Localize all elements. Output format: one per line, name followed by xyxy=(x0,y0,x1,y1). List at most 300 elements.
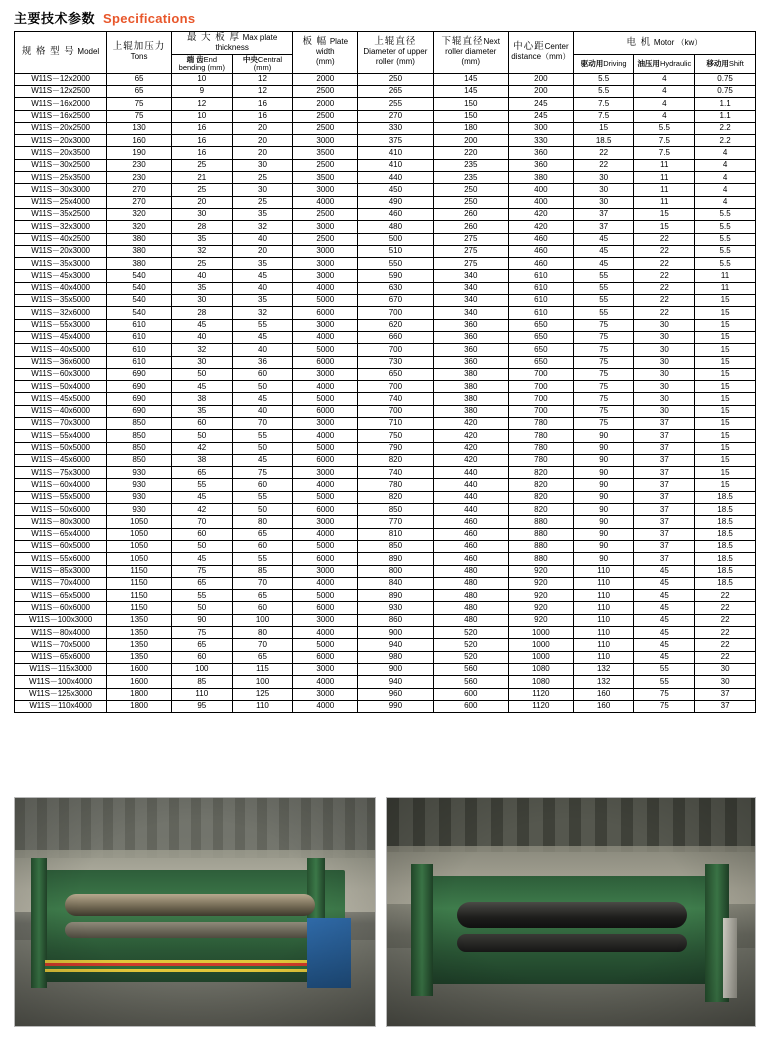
cell-end_bending: 10 xyxy=(171,110,232,122)
cell-motor_hydraulic: 30 xyxy=(634,344,695,356)
table-row xyxy=(15,344,756,356)
cell-model: W11S－70x3000 xyxy=(15,418,107,430)
cell-motor_shift: 2.2 xyxy=(695,122,756,134)
cell-next_roller_dia: 460 xyxy=(433,553,508,565)
cell-motor_hydraulic: 45 xyxy=(634,577,695,589)
cell-next_roller_dia: 600 xyxy=(433,700,508,712)
cell-end_bending: 95 xyxy=(171,700,232,712)
cell-tons: 690 xyxy=(107,393,172,405)
cell-motor_shift: 15 xyxy=(695,467,756,479)
cell-model: W11S－110x4000 xyxy=(15,700,107,712)
cell-end_bending: 65 xyxy=(171,467,232,479)
cell-motor_hydraulic: 4 xyxy=(634,110,695,122)
cell-tons: 230 xyxy=(107,159,172,171)
cell-end_bending: 60 xyxy=(171,651,232,663)
cell-tons: 1050 xyxy=(107,540,172,552)
col-header-end-bending: 端 齿End bending (mm) xyxy=(171,54,232,73)
cell-model: W11S－45x6000 xyxy=(15,454,107,466)
cell-motor_shift: 15 xyxy=(695,331,756,343)
cell-end_bending: 90 xyxy=(171,614,232,626)
cell-plate_width: 3000 xyxy=(293,270,358,282)
cell-tons: 1150 xyxy=(107,577,172,589)
table-row xyxy=(15,184,756,196)
cell-plate_width: 4000 xyxy=(293,430,358,442)
cell-central: 50 xyxy=(232,381,293,393)
cell-motor_shift: 5.5 xyxy=(695,208,756,220)
cell-plate_width: 6000 xyxy=(293,405,358,417)
cell-motor_shift: 5.5 xyxy=(695,245,756,257)
cell-central: 20 xyxy=(232,122,293,134)
cell-upper_roller_dia: 850 xyxy=(358,504,433,516)
cell-plate_width: 2500 xyxy=(293,233,358,245)
cell-model: W11S－32x3000 xyxy=(15,221,107,233)
cell-tons: 540 xyxy=(107,295,172,307)
cell-center_distance: 200 xyxy=(508,85,573,97)
table-row xyxy=(15,467,756,479)
cell-tons: 380 xyxy=(107,258,172,270)
cell-center_distance: 780 xyxy=(508,454,573,466)
cell-center_distance: 460 xyxy=(508,233,573,245)
cell-center_distance: 920 xyxy=(508,565,573,577)
cell-tons: 930 xyxy=(107,479,172,491)
table-row xyxy=(15,614,756,626)
table-row xyxy=(15,565,756,577)
plate-rolling-machine-photo-right xyxy=(386,797,756,1027)
cell-next_roller_dia: 235 xyxy=(433,159,508,171)
cell-model: W11S－55x4000 xyxy=(15,430,107,442)
cell-next_roller_dia: 460 xyxy=(433,516,508,528)
cell-next_roller_dia: 340 xyxy=(433,307,508,319)
cell-motor_shift: 5.5 xyxy=(695,233,756,245)
table-row xyxy=(15,135,756,147)
cell-model: W11S－50x4000 xyxy=(15,381,107,393)
cell-center_distance: 920 xyxy=(508,577,573,589)
cell-plate_width: 3000 xyxy=(293,614,358,626)
cell-next_roller_dia: 420 xyxy=(433,430,508,442)
cell-tons: 1050 xyxy=(107,528,172,540)
cell-motor_hydraulic: 45 xyxy=(634,627,695,639)
cell-central: 60 xyxy=(232,540,293,552)
cell-upper_roller_dia: 980 xyxy=(358,651,433,663)
cell-motor_shift: 4 xyxy=(695,184,756,196)
cell-model: W11S－12x2000 xyxy=(15,73,107,85)
cell-motor_shift: 18.5 xyxy=(695,540,756,552)
cell-central: 70 xyxy=(232,639,293,651)
cell-next_roller_dia: 420 xyxy=(433,442,508,454)
cell-center_distance: 880 xyxy=(508,553,573,565)
cell-plate_width: 4000 xyxy=(293,282,358,294)
cell-tons: 610 xyxy=(107,344,172,356)
cell-motor_shift: 18.5 xyxy=(695,516,756,528)
cell-tons: 540 xyxy=(107,270,172,282)
cell-next_roller_dia: 460 xyxy=(433,528,508,540)
cell-central: 60 xyxy=(232,479,293,491)
cell-end_bending: 50 xyxy=(171,540,232,552)
cell-motor_driving: 110 xyxy=(573,639,634,651)
cell-motor_driving: 90 xyxy=(573,491,634,503)
page-title-en: Specifications xyxy=(103,11,196,26)
cell-motor_hydraulic: 75 xyxy=(634,700,695,712)
cell-model: W11S－45x4000 xyxy=(15,331,107,343)
cell-model: W11S－30x2500 xyxy=(15,159,107,171)
cell-tons: 690 xyxy=(107,405,172,417)
cell-central: 55 xyxy=(232,430,293,442)
cell-tons: 1800 xyxy=(107,688,172,700)
cell-central: 32 xyxy=(232,307,293,319)
cell-model: W11S－80x4000 xyxy=(15,627,107,639)
cell-central: 100 xyxy=(232,614,293,626)
cell-end_bending: 38 xyxy=(171,393,232,405)
cell-motor_shift: 15 xyxy=(695,405,756,417)
cell-end_bending: 32 xyxy=(171,245,232,257)
cell-plate_width: 3500 xyxy=(293,147,358,159)
cell-tons: 320 xyxy=(107,208,172,220)
cell-plate_width: 5000 xyxy=(293,639,358,651)
cell-center_distance: 920 xyxy=(508,602,573,614)
cell-central: 30 xyxy=(232,184,293,196)
cell-next_roller_dia: 150 xyxy=(433,98,508,110)
cell-end_bending: 45 xyxy=(171,553,232,565)
cell-upper_roller_dia: 790 xyxy=(358,442,433,454)
col-header-motor-shift: 移动用Shift xyxy=(695,54,756,73)
cell-plate_width: 3000 xyxy=(293,319,358,331)
table-row xyxy=(15,73,756,85)
cell-tons: 850 xyxy=(107,430,172,442)
cell-model: W11S－35x2500 xyxy=(15,208,107,220)
cell-next_roller_dia: 560 xyxy=(433,663,508,675)
cell-motor_shift: 18.5 xyxy=(695,577,756,589)
cell-center_distance: 820 xyxy=(508,504,573,516)
cell-tons: 1800 xyxy=(107,700,172,712)
cell-center_distance: 780 xyxy=(508,430,573,442)
cell-next_roller_dia: 420 xyxy=(433,454,508,466)
cell-model: W11S－70x5000 xyxy=(15,639,107,651)
cell-motor_driving: 5.5 xyxy=(573,73,634,85)
cell-next_roller_dia: 480 xyxy=(433,602,508,614)
cell-model: W11S－40x2500 xyxy=(15,233,107,245)
cell-model: W11S－32x6000 xyxy=(15,307,107,319)
table-row xyxy=(15,331,756,343)
cell-motor_shift: 15 xyxy=(695,319,756,331)
cell-central: 70 xyxy=(232,418,293,430)
cell-central: 50 xyxy=(232,442,293,454)
cell-center_distance: 780 xyxy=(508,442,573,454)
cell-plate_width: 4000 xyxy=(293,577,358,589)
cell-central: 45 xyxy=(232,454,293,466)
cell-motor_hydraulic: 75 xyxy=(634,688,695,700)
cell-motor_shift: 1.1 xyxy=(695,110,756,122)
cell-tons: 1600 xyxy=(107,663,172,675)
cell-model: W11S－65x5000 xyxy=(15,590,107,602)
cell-plate_width: 5000 xyxy=(293,442,358,454)
cell-model: W11S－55x6000 xyxy=(15,553,107,565)
photo-left-base-stripe xyxy=(45,960,325,972)
cell-motor_driving: 7.5 xyxy=(573,98,634,110)
cell-center_distance: 1080 xyxy=(508,676,573,688)
cell-motor_driving: 22 xyxy=(573,147,634,159)
cell-motor_hydraulic: 45 xyxy=(634,614,695,626)
cell-tons: 230 xyxy=(107,172,172,184)
cell-motor_hydraulic: 11 xyxy=(634,196,695,208)
cell-motor_hydraulic: 4 xyxy=(634,73,695,85)
cell-upper_roller_dia: 900 xyxy=(358,627,433,639)
cell-motor_hydraulic: 37 xyxy=(634,430,695,442)
cell-upper_roller_dia: 650 xyxy=(358,368,433,380)
cell-motor_shift: 11 xyxy=(695,270,756,282)
cell-motor_shift: 0.75 xyxy=(695,73,756,85)
cell-motor_hydraulic: 30 xyxy=(634,356,695,368)
cell-motor_hydraulic: 55 xyxy=(634,676,695,688)
cell-tons: 190 xyxy=(107,147,172,159)
cell-model: W11S－40x4000 xyxy=(15,282,107,294)
table-row xyxy=(15,381,756,393)
cell-central: 65 xyxy=(232,528,293,540)
cell-plate_width: 3000 xyxy=(293,688,358,700)
photo-right-stand-left xyxy=(411,864,433,996)
cell-plate_width: 4000 xyxy=(293,331,358,343)
cell-central: 16 xyxy=(232,98,293,110)
cell-tons: 1150 xyxy=(107,565,172,577)
cell-motor_hydraulic: 15 xyxy=(634,208,695,220)
cell-motor_driving: 75 xyxy=(573,368,634,380)
cell-motor_driving: 75 xyxy=(573,319,634,331)
cell-end_bending: 35 xyxy=(171,233,232,245)
cell-motor_shift: 30 xyxy=(695,663,756,675)
table-row xyxy=(15,590,756,602)
cell-central: 100 xyxy=(232,676,293,688)
cell-central: 125 xyxy=(232,688,293,700)
cell-motor_shift: 18.5 xyxy=(695,504,756,516)
cell-motor_hydraulic: 45 xyxy=(634,565,695,577)
cell-motor_hydraulic: 22 xyxy=(634,258,695,270)
cell-end_bending: 16 xyxy=(171,135,232,147)
cell-motor_shift: 4 xyxy=(695,159,756,171)
cell-tons: 930 xyxy=(107,504,172,516)
cell-plate_width: 5000 xyxy=(293,590,358,602)
cell-next_roller_dia: 340 xyxy=(433,282,508,294)
cell-motor_driving: 110 xyxy=(573,627,634,639)
cell-next_roller_dia: 150 xyxy=(433,110,508,122)
cell-center_distance: 700 xyxy=(508,381,573,393)
cell-center_distance: 610 xyxy=(508,295,573,307)
cell-upper_roller_dia: 255 xyxy=(358,98,433,110)
cell-central: 115 xyxy=(232,663,293,675)
table-row xyxy=(15,491,756,503)
cell-upper_roller_dia: 270 xyxy=(358,110,433,122)
cell-next_roller_dia: 340 xyxy=(433,270,508,282)
table-row xyxy=(15,639,756,651)
cell-upper_roller_dia: 480 xyxy=(358,221,433,233)
cell-plate_width: 6000 xyxy=(293,454,358,466)
cell-model: W11S－50x6000 xyxy=(15,504,107,516)
cell-central: 40 xyxy=(232,233,293,245)
cell-motor_driving: 90 xyxy=(573,504,634,516)
cell-central: 12 xyxy=(232,73,293,85)
cell-upper_roller_dia: 490 xyxy=(358,196,433,208)
cell-motor_driving: 110 xyxy=(573,651,634,663)
cell-motor_hydraulic: 37 xyxy=(634,540,695,552)
table-row xyxy=(15,418,756,430)
cell-motor_shift: 22 xyxy=(695,651,756,663)
cell-upper_roller_dia: 800 xyxy=(358,565,433,577)
cell-next_roller_dia: 440 xyxy=(433,491,508,503)
cell-tons: 1600 xyxy=(107,676,172,688)
cell-next_roller_dia: 145 xyxy=(433,73,508,85)
cell-center_distance: 880 xyxy=(508,516,573,528)
cell-end_bending: 28 xyxy=(171,307,232,319)
cell-motor_hydraulic: 45 xyxy=(634,639,695,651)
cell-center_distance: 245 xyxy=(508,110,573,122)
table-row xyxy=(15,85,756,97)
cell-end_bending: 75 xyxy=(171,565,232,577)
cell-motor_hydraulic: 30 xyxy=(634,381,695,393)
cell-motor_hydraulic: 30 xyxy=(634,368,695,380)
cell-next_roller_dia: 250 xyxy=(433,184,508,196)
cell-next_roller_dia: 275 xyxy=(433,245,508,257)
cell-motor_hydraulic: 37 xyxy=(634,491,695,503)
cell-end_bending: 85 xyxy=(171,676,232,688)
cell-model: W11S－16x2500 xyxy=(15,110,107,122)
cell-upper_roller_dia: 750 xyxy=(358,430,433,442)
cell-central: 80 xyxy=(232,516,293,528)
cell-central: 55 xyxy=(232,319,293,331)
cell-motor_hydraulic: 45 xyxy=(634,602,695,614)
cell-motor_driving: 30 xyxy=(573,172,634,184)
cell-upper_roller_dia: 810 xyxy=(358,528,433,540)
cell-center_distance: 920 xyxy=(508,590,573,602)
cell-center_distance: 650 xyxy=(508,356,573,368)
col-header-motor-hydraulic: 油压用Hydraulic xyxy=(634,54,695,73)
cell-center_distance: 700 xyxy=(508,393,573,405)
table-row xyxy=(15,602,756,614)
cell-center_distance: 400 xyxy=(508,196,573,208)
cell-upper_roller_dia: 620 xyxy=(358,319,433,331)
cell-central: 75 xyxy=(232,467,293,479)
cell-center_distance: 200 xyxy=(508,73,573,85)
cell-end_bending: 50 xyxy=(171,602,232,614)
cell-end_bending: 42 xyxy=(171,442,232,454)
cell-tons: 1350 xyxy=(107,614,172,626)
cell-motor_shift: 5.5 xyxy=(695,221,756,233)
cell-plate_width: 3500 xyxy=(293,172,358,184)
table-row xyxy=(15,479,756,491)
cell-motor_driving: 75 xyxy=(573,405,634,417)
cell-model: W11S－12x2500 xyxy=(15,85,107,97)
cell-end_bending: 25 xyxy=(171,159,232,171)
col-header-plate-width: 板 幅 Plate width (mm) xyxy=(293,32,358,74)
cell-upper_roller_dia: 820 xyxy=(358,491,433,503)
cell-motor_hydraulic: 22 xyxy=(634,270,695,282)
cell-model: W11S－25x3500 xyxy=(15,172,107,184)
cell-central: 36 xyxy=(232,356,293,368)
cell-next_roller_dia: 460 xyxy=(433,540,508,552)
cell-motor_shift: 22 xyxy=(695,590,756,602)
table-row xyxy=(15,627,756,639)
cell-center_distance: 1120 xyxy=(508,700,573,712)
cell-motor_hydraulic: 30 xyxy=(634,319,695,331)
cell-central: 85 xyxy=(232,565,293,577)
cell-end_bending: 40 xyxy=(171,270,232,282)
cell-plate_width: 4000 xyxy=(293,676,358,688)
cell-tons: 1050 xyxy=(107,516,172,528)
cell-plate_width: 3000 xyxy=(293,258,358,270)
cell-model: W11S－20x3000 xyxy=(15,135,107,147)
table-row xyxy=(15,528,756,540)
cell-next_roller_dia: 440 xyxy=(433,467,508,479)
cell-next_roller_dia: 380 xyxy=(433,368,508,380)
cell-plate_width: 2500 xyxy=(293,85,358,97)
table-row xyxy=(15,663,756,675)
cell-motor_driving: 110 xyxy=(573,614,634,626)
cell-model: W11S－40x6000 xyxy=(15,405,107,417)
cell-plate_width: 3000 xyxy=(293,368,358,380)
cell-tons: 65 xyxy=(107,73,172,85)
cell-motor_driving: 75 xyxy=(573,381,634,393)
cell-central: 20 xyxy=(232,135,293,147)
cell-upper_roller_dia: 890 xyxy=(358,590,433,602)
cell-center_distance: 245 xyxy=(508,98,573,110)
cell-motor_shift: 37 xyxy=(695,688,756,700)
cell-plate_width: 2500 xyxy=(293,208,358,220)
cell-center_distance: 380 xyxy=(508,172,573,184)
cell-motor_hydraulic: 22 xyxy=(634,282,695,294)
cell-plate_width: 3000 xyxy=(293,221,358,233)
cell-tons: 690 xyxy=(107,381,172,393)
cell-plate_width: 3000 xyxy=(293,467,358,479)
cell-motor_driving: 18.5 xyxy=(573,135,634,147)
table-row xyxy=(15,122,756,134)
cell-central: 55 xyxy=(232,553,293,565)
cell-motor_driving: 110 xyxy=(573,602,634,614)
cell-plate_width: 2000 xyxy=(293,98,358,110)
cell-plate_width: 2500 xyxy=(293,159,358,171)
cell-tons: 1150 xyxy=(107,602,172,614)
table-row xyxy=(15,430,756,442)
cell-center_distance: 360 xyxy=(508,147,573,159)
table-row xyxy=(15,577,756,589)
cell-motor_driving: 90 xyxy=(573,479,634,491)
col-header-next-roller-diameter: 下辊直径Next roller diameter (mm) xyxy=(433,32,508,74)
col-header-motor: 电 机 Motor （kw） xyxy=(573,32,755,55)
cell-next_roller_dia: 480 xyxy=(433,614,508,626)
table-row xyxy=(15,553,756,565)
cell-end_bending: 55 xyxy=(171,590,232,602)
cell-central: 50 xyxy=(232,504,293,516)
cell-motor_shift: 22 xyxy=(695,639,756,651)
table-row xyxy=(15,110,756,122)
cell-center_distance: 1080 xyxy=(508,663,573,675)
cell-plate_width: 6000 xyxy=(293,651,358,663)
cell-tons: 610 xyxy=(107,356,172,368)
cell-central: 60 xyxy=(232,368,293,380)
table-row xyxy=(15,307,756,319)
cell-upper_roller_dia: 500 xyxy=(358,233,433,245)
photo-left-roof xyxy=(15,798,375,858)
cell-motor_driving: 55 xyxy=(573,307,634,319)
cell-motor_hydraulic: 22 xyxy=(634,307,695,319)
cell-plate_width: 3000 xyxy=(293,565,358,577)
cell-plate_width: 4000 xyxy=(293,479,358,491)
cell-central: 32 xyxy=(232,221,293,233)
cell-next_roller_dia: 260 xyxy=(433,208,508,220)
cell-end_bending: 75 xyxy=(171,627,232,639)
cell-upper_roller_dia: 450 xyxy=(358,184,433,196)
cell-upper_roller_dia: 730 xyxy=(358,356,433,368)
cell-motor_driving: 90 xyxy=(573,540,634,552)
cell-plate_width: 3000 xyxy=(293,663,358,675)
cell-center_distance: 920 xyxy=(508,614,573,626)
cell-central: 30 xyxy=(232,159,293,171)
